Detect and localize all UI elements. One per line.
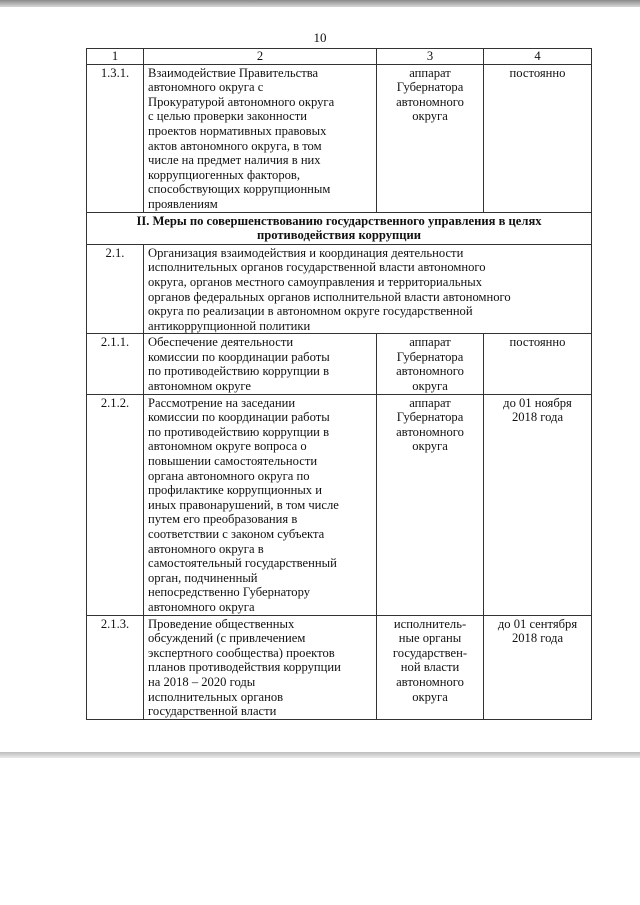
executor: аппарат Губернатора автономного округа [377,394,484,615]
row-number: 2.1. [87,244,144,334]
executor: аппарат Губернатора автономного округа [377,334,484,394]
row-number: 1.3.1. [87,64,144,212]
table-row [87,334,592,394]
header-cell-2: 2 [144,49,377,65]
measure-text: Рассмотрение на заседании комиссии по координации работы по противодействию коррупции в автономном округе вопроса о повышении самостоятельности органа автономного округа по профилактике коррупционных и иных правонарушений, в том числе путем его преобразования в соответствии с законом субъекта автономного округа в самостоятельный государственный орган, подчиненный непосредственно Губернатору автономного округа [144,394,377,615]
measure-text: Организация взаимодействия и координация деятельности исполнительных органов государственной власти автономного округа, органов местного самоуправления и территориальных органов федеральных органов исполнительной власти автономного округа по реализации в автономном округе государственной антикоррупционной политики [144,244,592,334]
measure-text: Обеспечение деятельности комиссии по координации работы по противодействию коррупции в автономном округе [144,334,377,394]
executor: исполнитель- ные органы государствен- ной власти автономного округа [377,615,484,719]
header-row [87,49,592,65]
section-row [87,212,592,244]
measure-text: Взаимодействие Правительства автономного округа с Прокуратурой автономного округа с целью проверки законности проектов нормативных правовых актов автономного округа, в том числе на предмет наличия в них коррупциогенных факторов, способствующих коррупционным проявлениям [144,64,377,212]
measure-text: Проведение общественных обсуждений (с привлечением экспертного сообщества) проектов планов противодействия коррупции на 2018 – 2020 годы исполнительных органов государственной власти [144,615,377,719]
header-cell-3: 3 [377,49,484,65]
executor: аппарат Губернатора автономного округа [377,64,484,212]
row-number: 2.1.3. [87,615,144,719]
deadline: постоянно [484,64,592,212]
measures-table [86,48,592,720]
section-title: II. Меры по совершенствованию государственного управления в целях противодействия коррупции [87,212,592,244]
scan-bottom-edge [0,752,640,758]
header-cell-1: 1 [87,49,144,65]
page-number: 10 [313,30,327,45]
deadline: до 01 сентября 2018 года [484,615,592,719]
row-number: 2.1.2. [87,394,144,615]
scan-top-edge [0,0,640,7]
table-row [87,615,592,719]
table-row [87,64,592,212]
row-number: 2.1.1. [87,334,144,394]
header-cell-4: 4 [484,49,592,65]
table-row [87,244,592,334]
table-row [87,394,592,615]
deadline: до 01 ноября 2018 года [484,394,592,615]
deadline: постоянно [484,334,592,394]
